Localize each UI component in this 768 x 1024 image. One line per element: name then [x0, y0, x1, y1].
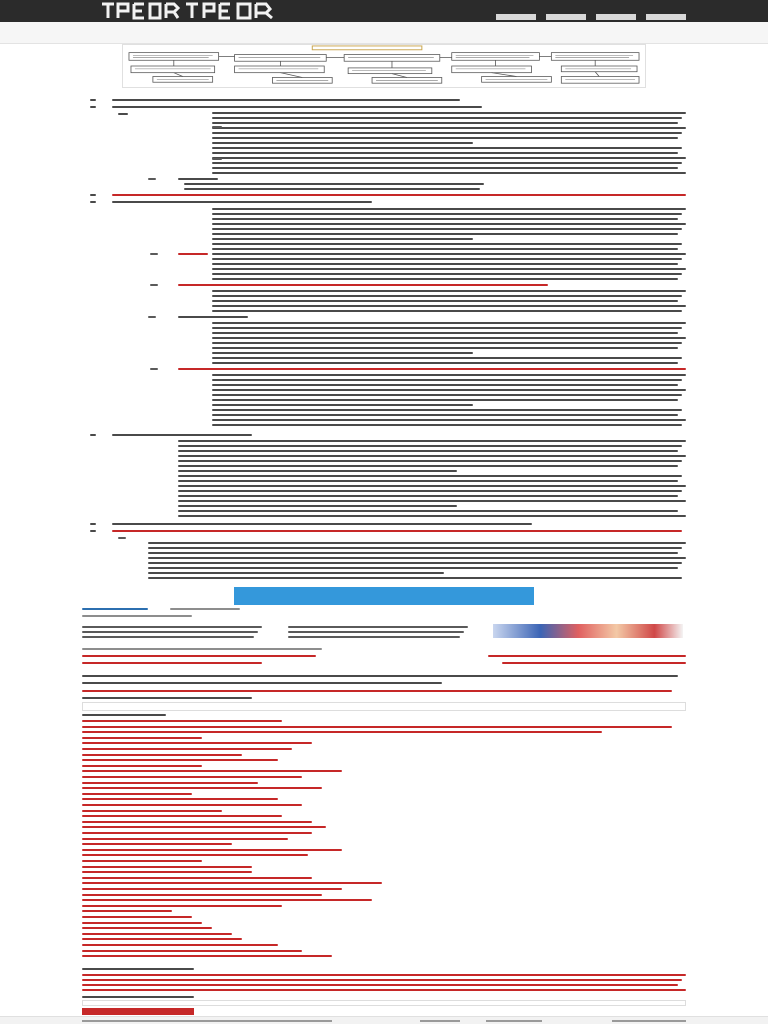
paragraph-line	[212, 332, 678, 334]
paragraph-line	[212, 263, 678, 265]
subject-link	[82, 938, 242, 940]
paragraph-line	[212, 352, 473, 354]
paragraph-line	[178, 445, 682, 447]
subject-link	[82, 737, 202, 739]
site-footer	[0, 1016, 768, 1024]
paragraph-line	[212, 213, 682, 215]
list-marker	[90, 530, 96, 532]
list-marker	[212, 126, 222, 128]
nav-link-contact[interactable]	[596, 14, 636, 20]
recent-post-link	[82, 984, 678, 986]
related-item-text	[82, 626, 262, 628]
paragraph-line	[212, 300, 678, 302]
subject-link	[82, 748, 292, 750]
subject-link	[82, 849, 342, 851]
previous-post-link	[82, 655, 316, 657]
subject-link	[82, 838, 288, 840]
subject-link	[82, 810, 222, 812]
paragraph-line	[212, 238, 473, 240]
list-marker	[148, 316, 156, 318]
related-item-text	[82, 636, 254, 638]
subject-link	[82, 726, 672, 728]
paragraph-line	[212, 243, 682, 245]
share-box[interactable]	[234, 587, 534, 605]
subject-link	[82, 916, 192, 918]
flowchart-diagram	[122, 44, 646, 88]
subject-link	[82, 765, 202, 767]
next-post-link	[502, 662, 686, 664]
subject-link	[82, 770, 342, 772]
related-heading	[82, 608, 148, 610]
subject-link	[82, 871, 252, 873]
subject-link	[82, 882, 382, 884]
paragraph-line	[178, 515, 686, 517]
list-marker	[90, 434, 96, 436]
nav-link-feedback[interactable]	[546, 14, 586, 20]
subject-link	[82, 910, 172, 912]
paragraph-line	[178, 495, 678, 497]
section-heading	[112, 106, 482, 108]
paragraph-line	[212, 248, 678, 250]
paragraph-line	[212, 167, 678, 169]
subject-link	[82, 933, 232, 935]
next-post-title	[82, 682, 442, 684]
subject-link	[82, 804, 302, 806]
list-marker	[150, 284, 158, 286]
subject-link	[82, 821, 312, 823]
paragraph-line	[212, 337, 686, 339]
paragraph-line	[212, 399, 678, 401]
comments-heading	[82, 697, 252, 699]
post-meta-line	[82, 648, 322, 650]
paragraph-line	[178, 440, 686, 442]
footer-link-feedback[interactable]	[486, 1020, 542, 1022]
subject-link	[82, 854, 308, 856]
footer-link-home[interactable]	[420, 1020, 460, 1022]
paragraph-line	[212, 218, 678, 220]
section-heading	[112, 434, 252, 436]
list-marker	[90, 194, 96, 196]
subject-link	[82, 720, 282, 722]
subject-link	[82, 955, 332, 957]
paragraph-line	[212, 342, 682, 344]
paragraph-line	[212, 117, 682, 119]
paragraph-line	[212, 327, 682, 329]
paragraph-line	[184, 188, 480, 190]
search-button[interactable]	[82, 1008, 194, 1015]
subject-link	[82, 742, 312, 744]
paragraph-line	[178, 475, 682, 477]
list-marker	[90, 106, 96, 108]
list-marker	[90, 523, 96, 525]
subheading	[178, 178, 218, 180]
paragraph-line	[148, 557, 686, 559]
related-item-text	[288, 631, 464, 633]
list-marker	[150, 253, 158, 255]
subheading	[178, 316, 248, 318]
citation-link	[178, 368, 686, 370]
subject-link	[82, 905, 282, 907]
paragraph-line	[212, 172, 686, 174]
paragraph-line	[212, 157, 686, 159]
subject-link	[82, 787, 322, 789]
subject-link	[82, 888, 342, 890]
list-marker	[90, 201, 96, 203]
paragraph-line	[178, 455, 686, 457]
recent-posts-heading	[82, 968, 194, 970]
subject-link	[82, 860, 202, 862]
list-marker	[150, 368, 158, 370]
nav-link-home[interactable]	[496, 14, 536, 20]
paragraph-line	[212, 389, 686, 391]
paragraph-line	[212, 152, 678, 154]
paragraph-line	[148, 542, 686, 544]
section-heading	[112, 201, 372, 203]
recent-post-link	[82, 989, 686, 991]
paragraph-line	[178, 450, 678, 452]
paragraph-line	[212, 384, 678, 386]
paragraph-line	[212, 357, 682, 359]
paragraph-line	[178, 510, 678, 512]
paragraph-line	[148, 562, 682, 564]
paragraph-line	[212, 295, 682, 297]
subject-link	[82, 927, 212, 929]
paragraph-line	[212, 228, 682, 230]
breadcrumb	[82, 690, 672, 692]
previous-post-link	[82, 662, 262, 664]
paragraph-line	[212, 273, 682, 275]
list-marker	[212, 158, 222, 160]
paragraph-line	[212, 347, 678, 349]
subject-link	[82, 877, 312, 879]
comment-textarea[interactable]	[82, 702, 686, 711]
paragraph-line	[212, 424, 682, 426]
paragraph-line	[148, 552, 678, 554]
paragraph-line	[178, 490, 682, 492]
footer-copyright	[82, 1020, 332, 1022]
subject-link	[82, 899, 372, 901]
next-post-title	[82, 675, 678, 677]
paragraph-line	[178, 470, 457, 472]
section-heading	[112, 99, 460, 101]
subject-link	[82, 731, 602, 733]
subject-link	[82, 826, 326, 828]
related-line	[170, 608, 240, 610]
paragraph-line	[148, 572, 444, 574]
subject-link	[82, 793, 192, 795]
paragraph-line	[178, 505, 457, 507]
related-item-text	[288, 626, 468, 628]
search-heading	[82, 996, 194, 998]
list-marker	[118, 113, 128, 115]
next-post-link	[488, 655, 686, 657]
section-heading	[112, 523, 532, 525]
paragraph-line	[148, 567, 678, 569]
subject-link	[82, 843, 232, 845]
site-header	[0, 0, 768, 22]
subject-link	[82, 866, 252, 868]
list-marker	[90, 99, 96, 101]
list-marker	[118, 537, 126, 539]
site-logo[interactable]	[100, 1, 282, 20]
paragraph-line	[178, 465, 678, 467]
subject-link	[82, 759, 278, 761]
paragraph-line	[212, 132, 682, 134]
subject-link	[82, 922, 202, 924]
paragraph-line	[212, 122, 678, 124]
subject-link	[82, 782, 258, 784]
paragraph-line	[212, 305, 686, 307]
paragraph-line	[212, 379, 682, 381]
related-item-text	[82, 631, 258, 633]
paragraph-line	[212, 147, 682, 149]
title-band	[0, 22, 768, 44]
footer-link-contact[interactable]	[612, 1020, 686, 1022]
subject-link	[82, 950, 302, 952]
paragraph-line	[212, 394, 682, 396]
paragraph-line	[212, 268, 686, 270]
subject-link	[82, 776, 302, 778]
citation-link	[112, 530, 682, 532]
paragraph-line	[212, 278, 678, 280]
paragraph-line	[212, 208, 686, 210]
citation-link	[178, 284, 548, 286]
nav-link-author[interactable]	[646, 14, 686, 20]
paragraph-line	[212, 142, 473, 144]
paragraph-line	[212, 137, 678, 139]
related-line	[82, 615, 192, 617]
paragraph-line	[212, 310, 682, 312]
list-marker	[148, 178, 156, 180]
paragraph-line	[212, 258, 682, 260]
paragraph-line	[212, 404, 473, 406]
paragraph-line	[212, 374, 686, 376]
paragraph-line	[212, 112, 686, 114]
paragraph-line	[212, 223, 686, 225]
related-item-text	[288, 636, 460, 638]
paragraph-line	[178, 460, 682, 462]
paragraph-line	[178, 485, 686, 487]
related-post-thumbnail[interactable]	[493, 624, 683, 638]
paragraph-line	[212, 233, 678, 235]
paragraph-line	[178, 480, 678, 482]
subject-link	[82, 754, 242, 756]
recent-post-link	[82, 974, 686, 976]
subject-link	[82, 798, 278, 800]
subjects-heading	[82, 714, 166, 716]
paragraph-line	[212, 414, 678, 416]
citation-link	[112, 194, 686, 196]
paragraph-line	[212, 362, 678, 364]
subject-link	[82, 815, 282, 817]
paragraph-line	[148, 577, 682, 579]
paragraph-line	[178, 500, 686, 502]
paragraph-line	[212, 253, 686, 255]
recent-post-link	[82, 979, 682, 981]
subject-link	[82, 894, 322, 896]
paragraph-line	[212, 162, 682, 164]
search-input[interactable]	[82, 1000, 686, 1006]
paragraph-line	[184, 183, 484, 185]
paragraph-line	[212, 290, 686, 292]
citation-link	[178, 253, 208, 255]
subject-link	[82, 832, 312, 834]
subject-link	[82, 944, 278, 946]
paragraph-line	[212, 127, 686, 129]
paragraph-line	[148, 547, 682, 549]
paragraph-line	[212, 409, 682, 411]
paragraph-line	[212, 419, 686, 421]
paragraph-line	[212, 322, 686, 324]
main-nav	[496, 14, 686, 20]
